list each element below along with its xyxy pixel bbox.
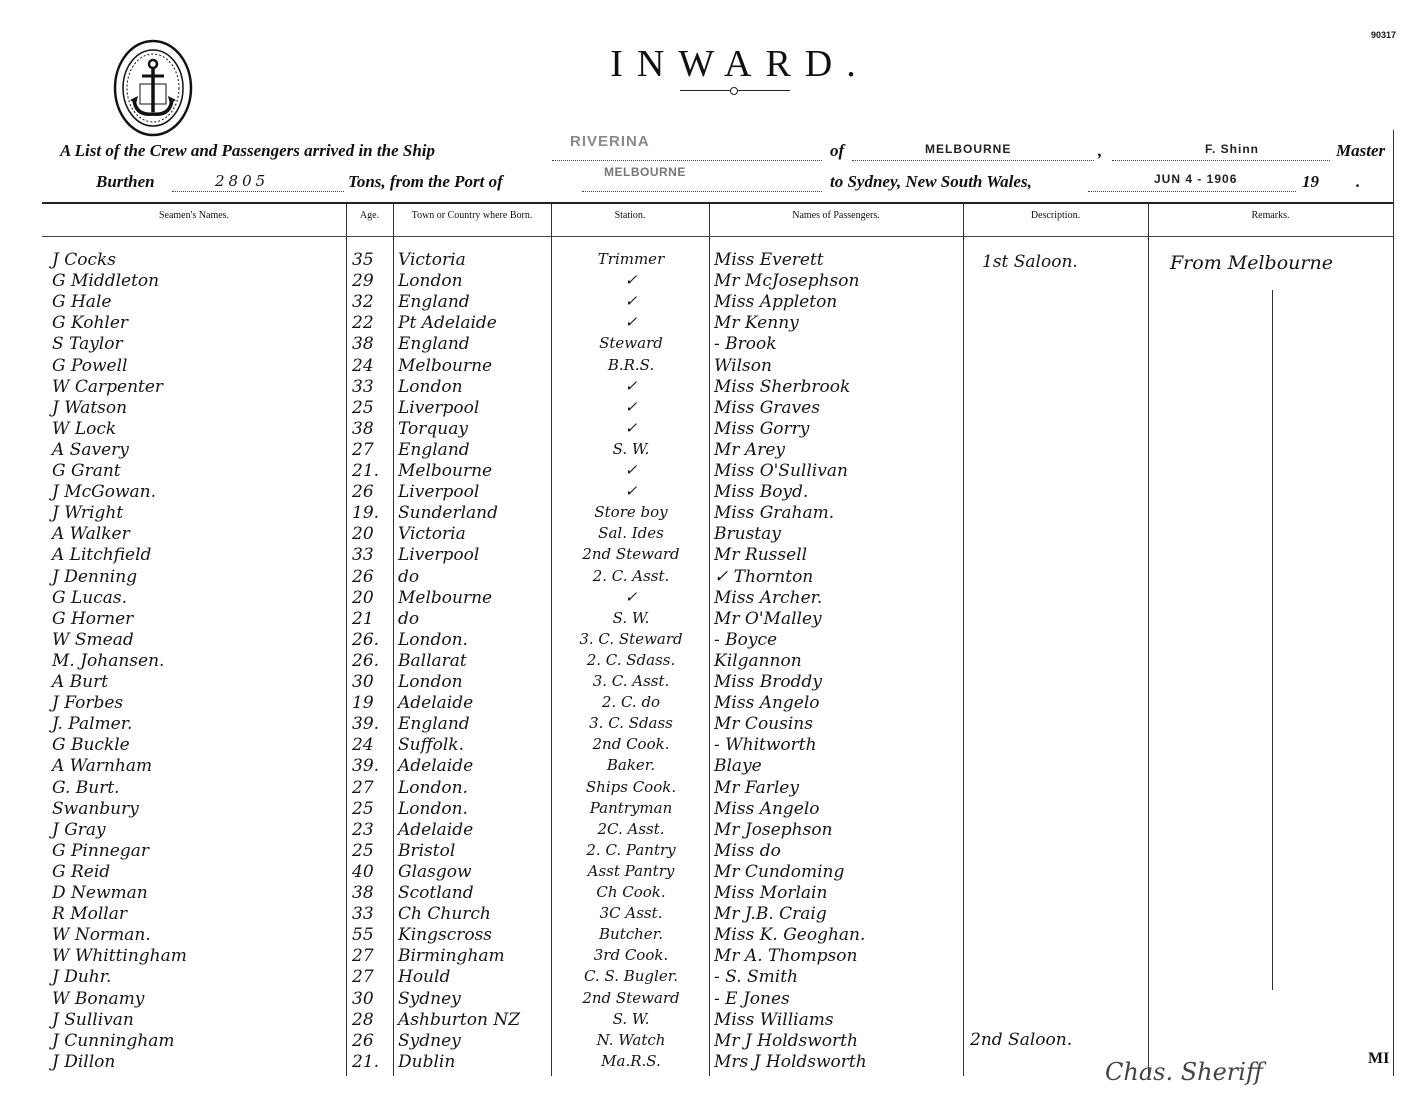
table-row xyxy=(0,461,1410,483)
seaman-name: G Pinnegar xyxy=(52,840,149,861)
seaman-age: 22 xyxy=(352,313,374,334)
seaman-station: Ships Cook. xyxy=(585,777,677,796)
seaman-name: J Duhr. xyxy=(52,967,112,988)
passenger-name: Mr McJosephson xyxy=(714,271,860,292)
seaman-birthplace: Ballarat xyxy=(398,650,467,671)
seaman-station: 2. C. Sdass. xyxy=(586,650,676,669)
seaman-name: W Whittingham xyxy=(52,946,187,967)
seaman-name: J Gray xyxy=(52,819,106,840)
table-row xyxy=(0,799,1410,821)
seaman-station: Baker. xyxy=(606,756,656,775)
seaman-name: M. Johansen. xyxy=(52,650,165,671)
seaman-name: J. Palmer. xyxy=(52,714,133,735)
seaman-name: G Reid xyxy=(52,861,111,882)
port-name: MELBOURNE xyxy=(925,142,1012,156)
seaman-birthplace: Dublin xyxy=(398,1051,456,1072)
seaman-age: 33 xyxy=(352,545,374,566)
seaman-station: ✓ xyxy=(624,587,638,606)
seaman-age: 26 xyxy=(352,566,374,587)
seaman-birthplace: Sydney xyxy=(398,1030,461,1051)
seaman-age: 38 xyxy=(352,883,374,903)
passenger-name: Mr Cundoming xyxy=(714,861,845,882)
passenger-name: Blaye xyxy=(714,756,762,777)
seaman-station: Store boy xyxy=(594,503,668,522)
passenger-name: Miss Angelo xyxy=(714,798,820,819)
seaman-name: D Newman xyxy=(52,883,148,903)
list-heading-prefix: A List of the Crew and Passengers arrived in the Ship xyxy=(60,141,435,160)
table-row xyxy=(0,377,1410,399)
seaman-age: 39. xyxy=(352,756,380,777)
tons-value: 2805 xyxy=(215,172,270,190)
seaman-age: 38 xyxy=(352,418,374,439)
table-row xyxy=(0,946,1410,968)
seaman-station: 2. C. Pantry xyxy=(586,840,676,859)
seaman-birthplace: Scotland xyxy=(398,883,474,903)
passenger-name: Miss do xyxy=(714,840,781,861)
passenger-name: Mr Josephson xyxy=(714,819,833,840)
seaman-station: ✓ xyxy=(624,376,638,395)
remarks-entry: From Melbourne xyxy=(1170,252,1333,274)
table-row xyxy=(0,609,1410,631)
seaman-age: 25 xyxy=(352,840,374,861)
seaman-birthplace: Bristol xyxy=(398,840,456,861)
seaman-name: A Burt xyxy=(52,672,109,692)
seaman-name: J Cocks xyxy=(52,250,117,270)
table-row xyxy=(0,567,1410,589)
seaman-birthplace: do xyxy=(398,608,420,629)
column-header-description: Description. xyxy=(1030,210,1081,221)
seaman-station: ✓ xyxy=(624,461,638,479)
page-title: INWARD. xyxy=(610,43,870,85)
ship-name: RIVERINA xyxy=(570,133,650,150)
seaman-name: W Carpenter xyxy=(52,376,164,397)
seaman-age: 27 xyxy=(352,967,374,988)
seaman-name: J Forbes xyxy=(52,693,124,714)
seaman-station: 2C. Asst. xyxy=(597,819,665,838)
table-row xyxy=(0,714,1410,736)
seaman-name: A Walker xyxy=(52,524,130,545)
table-row xyxy=(0,841,1410,863)
table-row xyxy=(0,862,1410,884)
master-name: F. Shinn xyxy=(1205,142,1259,156)
seaman-age: 39. xyxy=(352,714,380,735)
seaman-birthplace: Glasgow xyxy=(398,861,472,882)
destination-label: to Sydney, New South Wales, xyxy=(830,172,1032,191)
seaman-station: Sal. Ides xyxy=(598,524,664,543)
seaman-name: A Warnham xyxy=(52,756,153,777)
table-row xyxy=(0,334,1410,356)
passenger-name: - Whitworth xyxy=(714,735,817,756)
seaman-birthplace: Sydney xyxy=(398,988,461,1009)
seaman-name: W Smead xyxy=(52,629,134,650)
from-port-name: MELBOURNE xyxy=(604,165,686,179)
seaman-birthplace: London. xyxy=(398,777,468,798)
tons-label: Tons, from the Port of xyxy=(348,172,503,191)
passenger-name: Brustay xyxy=(714,524,781,545)
seaman-age: 27 xyxy=(352,777,374,798)
passenger-name: Miss Boyd. xyxy=(714,482,809,503)
passenger-name: Miss Gorry xyxy=(714,418,810,439)
passenger-name: Miss Graham. xyxy=(714,503,835,524)
seaman-name: G Middleton xyxy=(52,271,160,292)
seaman-name: G Grant xyxy=(52,461,121,481)
seaman-birthplace: Victoria xyxy=(398,524,466,545)
table-top-rule xyxy=(42,202,1394,204)
passenger-name: Mr Russell xyxy=(714,545,808,566)
table-header-rule xyxy=(42,236,1394,237)
seaman-age: 19. xyxy=(352,503,380,524)
seaman-birthplace: Melbourne xyxy=(398,461,493,481)
table-row xyxy=(0,1031,1410,1053)
table-row xyxy=(0,883,1410,905)
seaman-birthplace: Ashburton NZ xyxy=(398,1009,521,1030)
seaman-name: J Dillon xyxy=(52,1051,116,1072)
seaman-name: G Lucas. xyxy=(52,587,128,608)
seaman-birthplace: Liverpool xyxy=(398,482,480,503)
from-port-field-line xyxy=(582,191,822,192)
title-ornament xyxy=(730,87,738,95)
passenger-name: Mr Farley xyxy=(714,777,799,798)
seaman-birthplace: Victoria xyxy=(398,250,466,270)
table-row xyxy=(0,440,1410,462)
table-row xyxy=(0,503,1410,525)
table-row xyxy=(0,651,1410,673)
seaman-birthplace: London xyxy=(398,672,463,692)
seaman-age: 28 xyxy=(352,1009,374,1030)
seaman-birthplace: Adelaide xyxy=(398,819,474,840)
passenger-name: - Boyce xyxy=(714,629,778,650)
seaman-station: Trimmer xyxy=(597,250,665,268)
seaman-age: 21. xyxy=(352,1051,380,1072)
seaman-name: S Taylor xyxy=(52,334,123,355)
passenger-name: Miss Sherbrook xyxy=(714,376,851,397)
passenger-name: Miss Williams xyxy=(714,1009,834,1030)
seaman-name: J McGowan. xyxy=(52,482,157,503)
seaman-station: C. S. Bugler. xyxy=(583,967,678,986)
column-header-remarks: Remarks. xyxy=(1251,210,1290,221)
table-row xyxy=(0,524,1410,546)
seaman-station: 2. C. Asst. xyxy=(592,566,670,585)
seaman-station: S. W. xyxy=(612,439,650,458)
seaman-birthplace: Liverpool xyxy=(398,397,480,418)
seaman-age: 19 xyxy=(352,693,374,714)
seaman-age: 25 xyxy=(352,798,374,819)
passenger-name: Miss Broddy xyxy=(714,672,822,692)
seaman-birthplace: Sunderland xyxy=(398,503,499,524)
year-label: 19 xyxy=(1302,172,1319,191)
passenger-name: Miss Appleton xyxy=(714,292,838,313)
seaman-age: 33 xyxy=(352,376,374,397)
passenger-name: Miss Everett xyxy=(714,250,824,270)
seaman-name: W Lock xyxy=(52,418,117,439)
table-row xyxy=(0,820,1410,842)
table-row xyxy=(0,313,1410,335)
table-row xyxy=(0,967,1410,989)
table-row xyxy=(0,419,1410,441)
description-entry-second-saloon: 2nd Saloon. xyxy=(970,1030,1073,1050)
seaman-name: G. Burt. xyxy=(52,777,120,798)
seaman-birthplace: Hould xyxy=(398,967,451,988)
seaman-name: G Horner xyxy=(52,608,134,629)
table-row xyxy=(0,356,1410,378)
seaman-station: 2nd Steward xyxy=(582,545,680,564)
seaman-birthplace: Birmingham xyxy=(398,946,505,967)
seaman-age: 32 xyxy=(352,292,374,313)
column-header-town: Town or Country where Born. xyxy=(411,210,533,221)
table-row xyxy=(0,292,1410,314)
corner-mark: MI xyxy=(1368,1050,1390,1067)
seaman-station: Pantryman xyxy=(589,798,673,817)
port-field-line xyxy=(852,160,1094,161)
seaman-name: W Bonamy xyxy=(52,988,145,1009)
seaman-station: 3rd Cook. xyxy=(593,946,669,965)
seaman-station: 3. C. Sdass xyxy=(589,714,673,733)
seaman-station: ✓ xyxy=(624,397,638,416)
seaman-birthplace: Adelaide xyxy=(398,693,474,714)
seaman-birthplace: Suffolk. xyxy=(398,735,465,756)
seaman-name: W Norman. xyxy=(52,925,151,946)
passenger-name: - S. Smith xyxy=(714,967,798,988)
seaman-birthplace: London xyxy=(398,376,463,397)
seaman-station: S. W. xyxy=(612,1009,650,1028)
table-row xyxy=(0,482,1410,504)
seaman-birthplace: Ch Church xyxy=(398,904,491,925)
seaman-name: G Hale xyxy=(52,292,112,313)
seaman-station: ✓ xyxy=(624,482,638,501)
seaman-age: 21. xyxy=(352,461,380,481)
seaman-age: 20 xyxy=(352,587,374,608)
seaman-age: 27 xyxy=(352,946,374,967)
passenger-name: Mr Arey xyxy=(714,439,786,460)
table-row xyxy=(0,778,1410,800)
table-row xyxy=(0,989,1410,1011)
seaman-station: ✓ xyxy=(624,271,638,290)
seaman-birthplace: Melbourne xyxy=(398,587,493,608)
table-row xyxy=(0,672,1410,694)
passenger-name: - Brook xyxy=(714,334,777,355)
seaman-birthplace: England xyxy=(398,334,470,355)
seaman-age: 26 xyxy=(352,482,374,503)
seaman-age: 29 xyxy=(352,271,374,292)
passenger-name: Miss Archer. xyxy=(714,587,823,608)
seaman-station: Steward xyxy=(599,334,663,353)
passenger-name: Miss O'Sullivan xyxy=(714,461,848,481)
description-entry-first-saloon: 1st Saloon. xyxy=(982,252,1078,272)
reference-number: 90317 xyxy=(1370,30,1396,40)
passenger-name: Miss Angelo xyxy=(714,693,820,714)
seaman-station: Ch Cook. xyxy=(596,883,666,901)
seaman-station: Ma.R.S. xyxy=(601,1051,661,1070)
burthen-label: Burthen xyxy=(96,172,155,191)
seaman-name: G Kohler xyxy=(52,313,129,334)
seaman-age: 26. xyxy=(352,650,380,671)
seaman-age: 33 xyxy=(352,904,374,925)
seaman-birthplace: do xyxy=(398,566,420,587)
seaman-age: 38 xyxy=(352,334,374,355)
seaman-age: 21 xyxy=(352,608,374,629)
seaman-birthplace: London. xyxy=(398,629,468,650)
seaman-age: 20 xyxy=(352,524,374,545)
seaman-name: G Buckle xyxy=(52,735,130,756)
table-row xyxy=(0,756,1410,778)
seaman-station: 2nd Steward xyxy=(582,988,680,1007)
seaman-name: A Litchfield xyxy=(52,545,152,566)
ship-field-line xyxy=(552,160,822,161)
table-row xyxy=(0,545,1410,567)
seaman-birthplace: London xyxy=(398,271,463,292)
arrival-date: JUN 4 - 1906 xyxy=(1154,172,1238,186)
seaman-name: R Mollar xyxy=(52,904,127,925)
passenger-name: Mr J.B. Craig xyxy=(714,904,827,925)
passenger-name: ✓ Thornton xyxy=(714,566,814,587)
seaman-name: G Powell xyxy=(52,355,128,376)
passenger-name: Mr A. Thompson xyxy=(714,946,858,967)
seaman-name: J Denning xyxy=(52,566,138,587)
seaman-age: 26 xyxy=(352,1030,374,1051)
seaman-birthplace: England xyxy=(398,714,470,735)
seaman-age: 35 xyxy=(352,250,374,270)
seaman-age: 40 xyxy=(352,861,374,882)
seaman-station: ✓ xyxy=(624,292,638,311)
period: . xyxy=(1356,172,1361,191)
date-field-line xyxy=(1088,191,1296,192)
seaman-birthplace: Kingscross xyxy=(398,925,493,946)
seaman-birthplace: England xyxy=(398,439,470,460)
seaman-birthplace: Pt Adelaide xyxy=(398,313,497,334)
seaman-station: ✓ xyxy=(624,418,638,437)
seaman-birthplace: Melbourne xyxy=(398,355,493,376)
seaman-age: 26. xyxy=(352,629,380,650)
seaman-name: A Savery xyxy=(52,439,129,460)
column-header-age: Age. xyxy=(359,210,380,221)
table-row xyxy=(0,904,1410,926)
seaman-station: N. Watch xyxy=(596,1030,666,1049)
seaman-station: Asst Pantry xyxy=(587,861,675,880)
seaman-age: 30 xyxy=(352,672,374,692)
table-row xyxy=(0,693,1410,715)
seaman-name: J Cunningham xyxy=(52,1030,175,1051)
table-row xyxy=(0,735,1410,757)
table-row xyxy=(0,1010,1410,1032)
passenger-name: - E Jones xyxy=(714,988,790,1009)
seaman-age: 24 xyxy=(352,355,374,376)
seaman-age: 24 xyxy=(352,735,374,756)
of-label: of xyxy=(830,141,845,160)
seaman-age: 23 xyxy=(352,819,374,840)
table-row xyxy=(0,398,1410,420)
seaman-name: J Watson xyxy=(52,397,128,418)
seaman-birthplace: England xyxy=(398,292,470,313)
passenger-name: Mr Cousins xyxy=(714,714,813,735)
passenger-name: Wilson xyxy=(714,355,772,376)
table-row xyxy=(0,588,1410,610)
column-header-seamen: Seamen's Names. xyxy=(158,210,230,221)
passenger-name: Mr Kenny xyxy=(714,313,799,334)
seaman-birthplace: Liverpool xyxy=(398,545,480,566)
comma-1: , xyxy=(1098,141,1103,160)
officer-signature: Chas. Sheriff xyxy=(1105,1058,1263,1086)
seaman-station: ✓ xyxy=(624,313,638,332)
seaman-station: S. W. xyxy=(612,608,650,627)
passenger-name: Kilgannon xyxy=(714,650,802,671)
tons-field-line xyxy=(172,191,344,192)
passenger-name: Miss Morlain xyxy=(714,883,828,903)
seaman-birthplace: London. xyxy=(398,798,468,819)
column-header-passengers: Names of Passengers. xyxy=(792,210,880,221)
seaman-age: 55 xyxy=(352,925,374,946)
master-label: Master xyxy=(1336,141,1386,160)
seaman-station: 2. C. do xyxy=(601,693,661,712)
table-row xyxy=(0,630,1410,652)
seaman-station: 2nd Cook. xyxy=(592,735,670,754)
seaman-birthplace: Torquay xyxy=(398,418,468,439)
seaman-name: Swanbury xyxy=(52,798,139,819)
passenger-name: Miss Graves xyxy=(714,397,820,418)
seaman-birthplace: Adelaide xyxy=(398,756,474,777)
master-field-line xyxy=(1112,160,1330,161)
seaman-station: 3C Asst. xyxy=(599,904,663,923)
table-row xyxy=(0,925,1410,947)
seaman-station: 3. C. Steward xyxy=(579,629,683,648)
passenger-name: Miss K. Geoghan. xyxy=(714,925,866,946)
seaman-name: J Sullivan xyxy=(52,1009,134,1030)
seaman-age: 25 xyxy=(352,397,374,418)
passenger-name: Mr J Holdsworth xyxy=(714,1030,858,1051)
seaman-age: 27 xyxy=(352,439,374,460)
seaman-age: 30 xyxy=(352,988,374,1009)
passenger-name: Mrs J Holdsworth xyxy=(714,1051,867,1072)
seaman-station: 3. C. Asst. xyxy=(592,672,670,690)
seaman-name: J Wright xyxy=(52,503,124,524)
passenger-name: Mr O'Malley xyxy=(714,608,822,629)
column-header-station: Station. xyxy=(614,210,646,221)
seaman-station: Butcher. xyxy=(599,925,663,944)
seaman-station: B.R.S. xyxy=(607,355,655,374)
table-row xyxy=(0,271,1410,293)
